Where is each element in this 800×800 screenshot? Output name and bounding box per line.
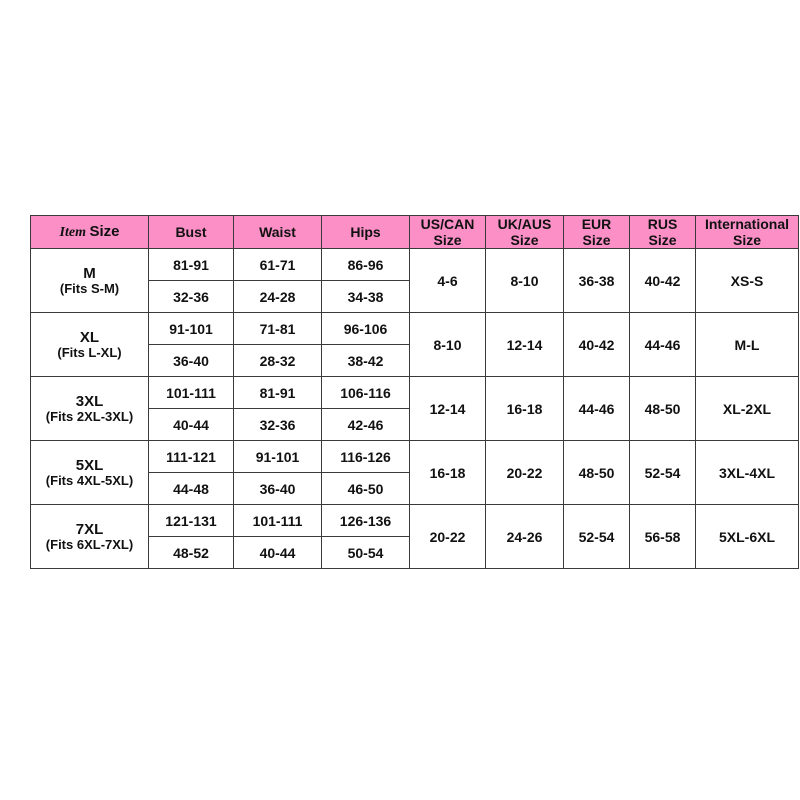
table-header <box>31 216 799 249</box>
cell-waist-cm: 71-81 <box>234 313 322 345</box>
cell-hips-inch: 34-38 <box>322 281 410 313</box>
cell-uk-aus: 16-18 <box>486 377 564 441</box>
cell-bust-cm: 81-91 <box>149 249 234 281</box>
row-label-cell: M (Fits S-M) <box>31 249 149 313</box>
cell-bust-inch: 32-36 <box>149 281 234 313</box>
cell-bust-cm: 101-111 <box>149 377 234 409</box>
cell-waist-cm: 101-111 <box>234 505 322 537</box>
column-header-us-can-size: US/CAN Size <box>410 216 486 249</box>
cell-eur: 36-38 <box>564 249 630 313</box>
header-row <box>31 216 799 249</box>
size-chart-container <box>30 215 789 569</box>
table-row <box>31 441 799 473</box>
header-size-label: Size <box>89 223 120 241</box>
cell-rus: 44-46 <box>630 313 696 377</box>
cell-us-can: 20-22 <box>410 505 486 569</box>
size-chart-table <box>30 215 799 569</box>
cell-waist-cm: 91-101 <box>234 441 322 473</box>
column-header-eur-size: EUR Size <box>564 216 630 249</box>
row-label-cell: XL (Fits L-XL) <box>31 313 149 377</box>
cell-rus: 40-42 <box>630 249 696 313</box>
cell-hips-inch: 46-50 <box>322 473 410 505</box>
cell-hips-cm: 116-126 <box>322 441 410 473</box>
cell-us-can: 16-18 <box>410 441 486 505</box>
table-row <box>31 313 799 345</box>
table-row <box>31 505 799 537</box>
cell-bust-inch: 44-48 <box>149 473 234 505</box>
column-header-bust: Bust <box>149 216 234 249</box>
cell-us-can: 4-6 <box>410 249 486 313</box>
cell-rus: 52-54 <box>630 441 696 505</box>
cell-bust-inch: 36-40 <box>149 345 234 377</box>
table-body <box>31 249 799 569</box>
column-header-item-size <box>31 216 149 249</box>
column-header-waist: Waist <box>234 216 322 249</box>
column-header-uk-aus-size: UK/AUS Size <box>486 216 564 249</box>
cell-waist-cm: 61-71 <box>234 249 322 281</box>
cell-hips-inch: 50-54 <box>322 537 410 569</box>
row-label-cell: 3XL (Fits 2XL-3XL) <box>31 377 149 441</box>
table-row <box>31 377 799 409</box>
row-label-cell: 7XL (Fits 6XL-7XL) <box>31 505 149 569</box>
cell-eur: 48-50 <box>564 441 630 505</box>
cell-international: 5XL-6XL <box>696 505 799 569</box>
cell-international: XS-S <box>696 249 799 313</box>
cell-bust-inch: 48-52 <box>149 537 234 569</box>
cell-bust-cm: 91-101 <box>149 313 234 345</box>
cell-hips-cm: 126-136 <box>322 505 410 537</box>
cell-international: 3XL-4XL <box>696 441 799 505</box>
cell-eur: 40-42 <box>564 313 630 377</box>
cell-us-can: 8-10 <box>410 313 486 377</box>
table-row <box>31 249 799 281</box>
cell-waist-inch: 28-32 <box>234 345 322 377</box>
cell-bust-cm: 111-121 <box>149 441 234 473</box>
cell-hips-cm: 96-106 <box>322 313 410 345</box>
header-item-label: Item <box>59 225 86 241</box>
cell-rus: 56-58 <box>630 505 696 569</box>
cell-uk-aus: 20-22 <box>486 441 564 505</box>
cell-waist-inch: 24-28 <box>234 281 322 313</box>
column-header-rus-size: RUS Size <box>630 216 696 249</box>
cell-waist-inch: 32-36 <box>234 409 322 441</box>
cell-hips-cm: 86-96 <box>322 249 410 281</box>
cell-waist-inch: 40-44 <box>234 537 322 569</box>
cell-hips-inch: 38-42 <box>322 345 410 377</box>
cell-waist-inch: 36-40 <box>234 473 322 505</box>
cell-us-can: 12-14 <box>410 377 486 441</box>
cell-uk-aus: 12-14 <box>486 313 564 377</box>
column-header-international-size: International Size <box>696 216 799 249</box>
cell-bust-cm: 121-131 <box>149 505 234 537</box>
cell-uk-aus: 8-10 <box>486 249 564 313</box>
cell-eur: 52-54 <box>564 505 630 569</box>
row-label-cell: 5XL (Fits 4XL-5XL) <box>31 441 149 505</box>
column-header-hips: Hips <box>322 216 410 249</box>
cell-waist-cm: 81-91 <box>234 377 322 409</box>
cell-eur: 44-46 <box>564 377 630 441</box>
cell-international: XL-2XL <box>696 377 799 441</box>
cell-international: M-L <box>696 313 799 377</box>
cell-hips-cm: 106-116 <box>322 377 410 409</box>
cell-rus: 48-50 <box>630 377 696 441</box>
cell-hips-inch: 42-46 <box>322 409 410 441</box>
cell-bust-inch: 40-44 <box>149 409 234 441</box>
cell-uk-aus: 24-26 <box>486 505 564 569</box>
